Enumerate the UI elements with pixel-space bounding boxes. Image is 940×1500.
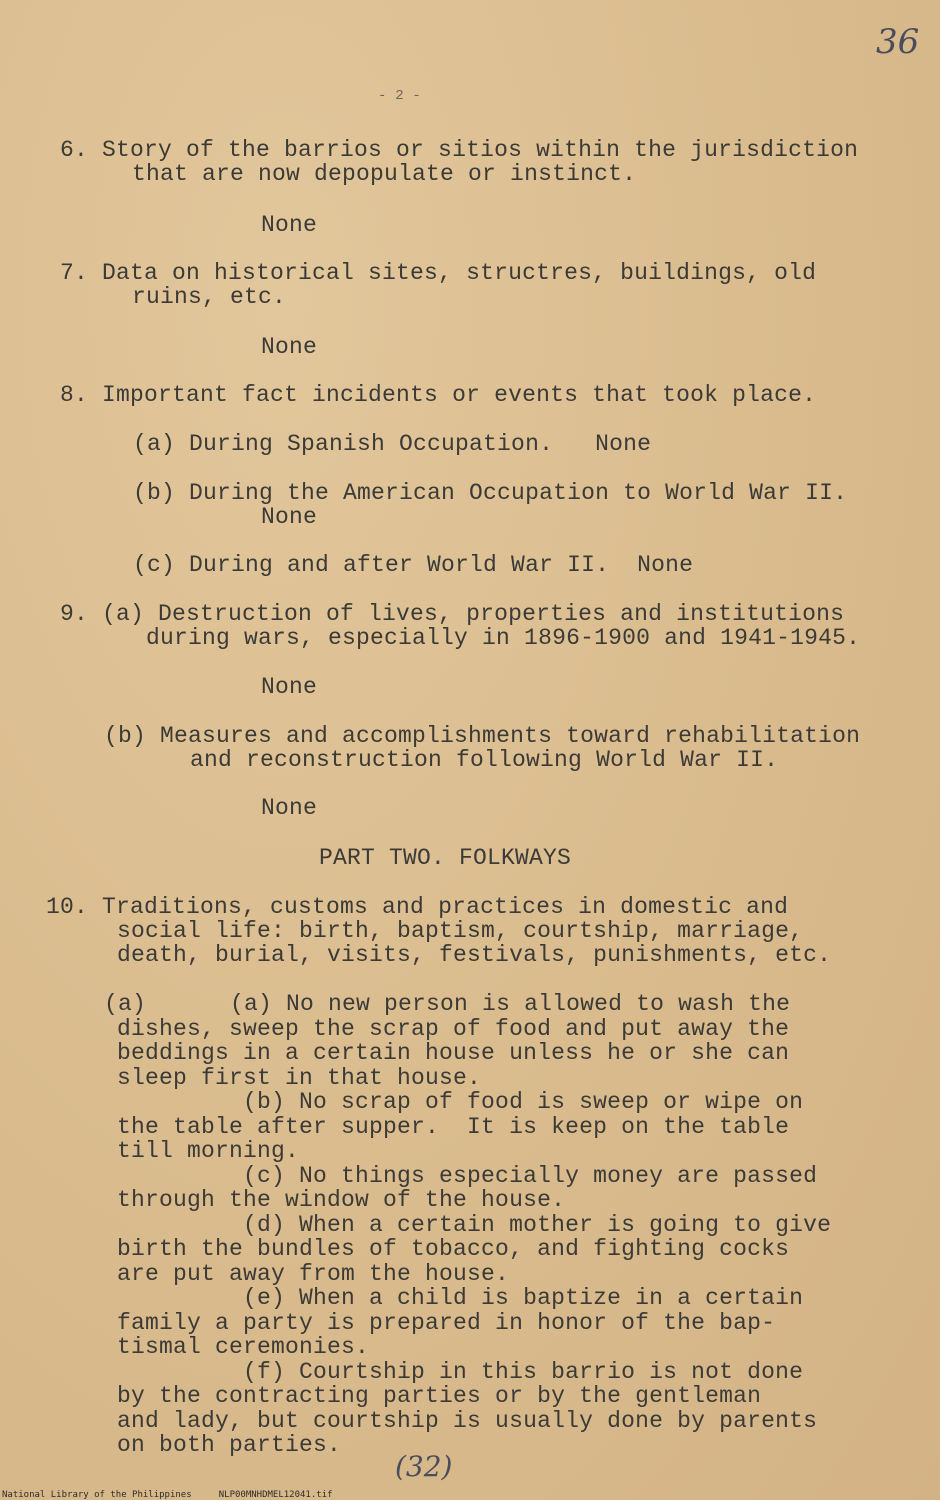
customs-line: through the window of the house. [117, 1187, 566, 1213]
item-6-line-2: that are now depopulate or instinct. [132, 161, 637, 187]
customs-line: (a) (a) No new person is allowed to wash the [104, 991, 791, 1017]
customs-line: till morning. [117, 1138, 300, 1164]
item-7-line-2: ruins, etc. [132, 284, 287, 310]
customs-line: and lady, but courtship is usually done by parents [117, 1407, 818, 1434]
item-6-answer: None [261, 212, 318, 238]
item-7-answer: None [261, 334, 318, 360]
customs-line: sleep first in that house. [117, 1064, 482, 1091]
customs-line: beddings in a certain house unless he or she can [117, 1040, 790, 1066]
customs-line: (e) When a child is baptize in a certain [117, 1285, 804, 1311]
item-8-c: (c) During and after World War II. None [133, 552, 694, 578]
item-10-line-1: 10. Traditions, customs and practices in domestic and [46, 894, 789, 920]
customs-line: (b) No scrap of food is sweep or wipe on [117, 1089, 804, 1115]
archive-footer: National Library of the Philippines NLP00MNHDMEL12041.tif [2, 1490, 333, 1500]
item-8-heading: 8. Important fact incidents or events that took place. [60, 382, 817, 408]
customs-line: tismal ceremonies. [117, 1334, 370, 1360]
item-9a-line-1: 9. (a) Destruction of lives, properties and institutions [60, 601, 845, 627]
item-9a-answer: None [261, 674, 318, 700]
section-heading-part-two: PART TWO. FOLKWAYS [319, 845, 572, 871]
customs-line: dishes, sweep the scrap of food and put away the [117, 1015, 790, 1042]
item-7-line-1: 7. Data on historical sites, structres, buildings, old [60, 260, 817, 286]
customs-line: on both parties. [117, 1432, 342, 1458]
page-marker: - 2 - [378, 88, 422, 104]
item-10-line-2: social life: birth, baptism, courtship, marriage, [117, 918, 804, 944]
item-8-b-line-1: (b) During the American Occupation to World War II. [133, 480, 848, 506]
customs-line: the table after supper. It is keep on the table [117, 1113, 790, 1140]
customs-line: by the contracting parties or by the gentleman [117, 1383, 762, 1409]
customs-line: are put away from the house. [117, 1260, 510, 1287]
item-10-line-3: death, burial, visits, festivals, punishments, etc. [117, 942, 832, 968]
customs-line: (f) Courtship in this barrio is not done [117, 1358, 804, 1385]
item-6-line-1: 6. Story of the barrios or sitios within the jurisdiction [60, 137, 859, 163]
customs-line: birth the bundles of tobacco, and fighting cocks [117, 1236, 790, 1262]
handwritten-page-number: 36 [876, 22, 920, 62]
handwritten-bottom-number: (32) [395, 1450, 453, 1483]
item-9b-line-1: (b) Measures and accomplishments toward rehabilitation [104, 723, 861, 749]
customs-line: (c) No things especially money are passed [117, 1162, 818, 1189]
customs-line: family a party is prepared in honor of the bap- [117, 1309, 776, 1336]
customs-line: (d) When a certain mother is going to give [117, 1211, 832, 1238]
item-9a-line-2: during wars, especially in 1896-1900 and 1941-1945. [146, 625, 861, 651]
item-9b-line-2: and reconstruction following World War II. [190, 747, 779, 773]
item-9b-answer: None [261, 795, 318, 821]
item-8-a: (a) During Spanish Occupation. None [133, 431, 652, 457]
item-8-b-line-2: None [261, 504, 318, 530]
